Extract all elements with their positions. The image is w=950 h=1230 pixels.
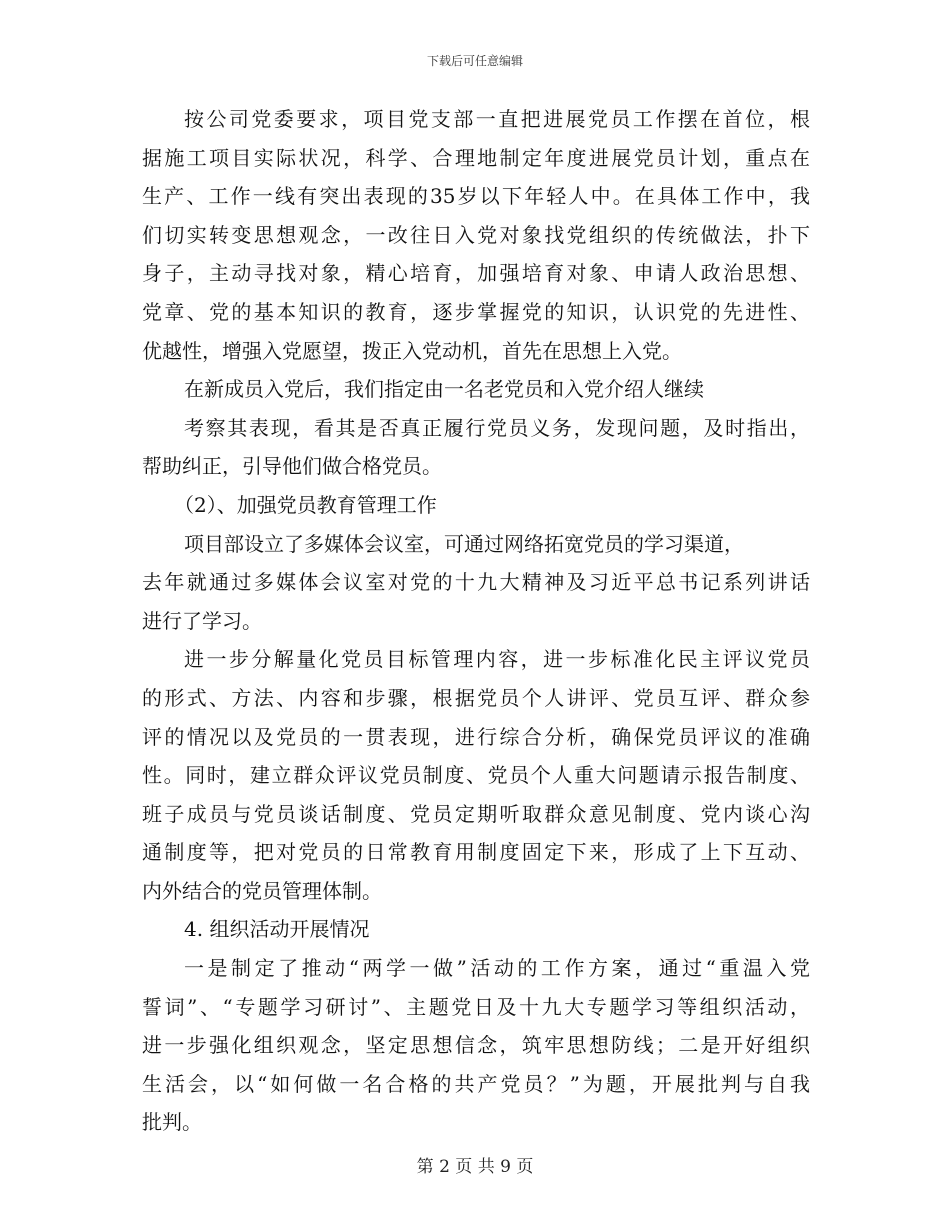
page-number: 第 2 页 共 9 页: [416, 1157, 534, 1177]
text-line: 党章、党的基本知识的教育，逐步掌握党的知识，认识党的先进性、: [142, 299, 810, 324]
text-line: 考察其表现，看其是否真正履行党员义务，发现问题，及时指出，: [184, 415, 810, 440]
text-line: 在新成员入党后，我们指定由一名老党员和入党介绍人继续: [184, 377, 704, 402]
text-line: 去年就通过多媒体会议室对党的十九大精神及习近平总书记系列讲话: [142, 570, 810, 595]
text-line: 项目部设立了多媒体会议室，可通过网络拓宽党员的学习渠道，: [184, 531, 744, 556]
text-line: 身子，主动寻找对象，精心培育，加强培育对象、申请人政治思想、: [142, 261, 810, 286]
text-line: 性。同时，建立群众评议党员制度、党员个人重大问题请示报告制度、: [142, 763, 810, 788]
text-line: 通制度等，把对党员的日常教育用制度固定下来，形成了上下互动、: [142, 840, 810, 865]
text-line: 进行了学习。: [142, 608, 262, 633]
text-line: （2）、加强党员教育管理工作: [174, 492, 437, 517]
text-line: 进一步分解量化党员目标管理内容，进一步标准化民主评议党员: [184, 647, 810, 672]
text-line: 4. 组织活动开展情况: [184, 917, 370, 942]
page-header: 下载后可任意编辑: [426, 54, 523, 68]
text-line: 们切实转变思想观念，一改往日入党对象找党组织的传统做法，扑下: [142, 222, 810, 247]
text-line: 内外结合的党员管理体制。: [142, 878, 382, 903]
document-body: [142, 100, 810, 1142]
text-line: 评的情况以及党员的一贯表现，进行综合分析，确保党员评议的准确: [142, 724, 810, 749]
text-line: 按公司党委要求，项目党支部一直把进展党员工作摆在首位，根: [184, 107, 810, 131]
text-line: 生活会，以“如何做一名合格的共产党员？”为题，开展批判与自我: [142, 1071, 810, 1096]
text-line: 一是制定了推动“两学一做”活动的工作方案，通过“重温入党: [184, 956, 810, 981]
text-line: 进一步强化组织观念，坚定思想信念，筑牢思想防线；二是开好组织: [142, 1033, 810, 1058]
text-line: 批判。: [142, 1110, 202, 1135]
text-line: 誓词”、“专题学习研讨”、主题党日及十九大专题学习等组织活动，: [142, 994, 810, 1019]
text-line: 班子成员与党员谈话制度、党员定期听取群众意见制度、党内谈心沟: [142, 801, 810, 826]
text-line: 生产、工作一线有突出表现的35岁以下年轻人中。在具体工作中，我: [142, 184, 810, 209]
text-line: 的形式、方法、内容和步骤，根据党员个人讲评、党员互评、群众参: [142, 685, 810, 710]
text-line: 帮助纠正，引导他们做合格党员。: [142, 454, 442, 479]
text-line: 优越性，增强入党愿望，拨正入党动机，首先在思想上入党。: [142, 338, 682, 363]
text-line: 据施工项目实际状况，科学、合理地制定年度进展党员计划，重点在: [142, 145, 810, 170]
